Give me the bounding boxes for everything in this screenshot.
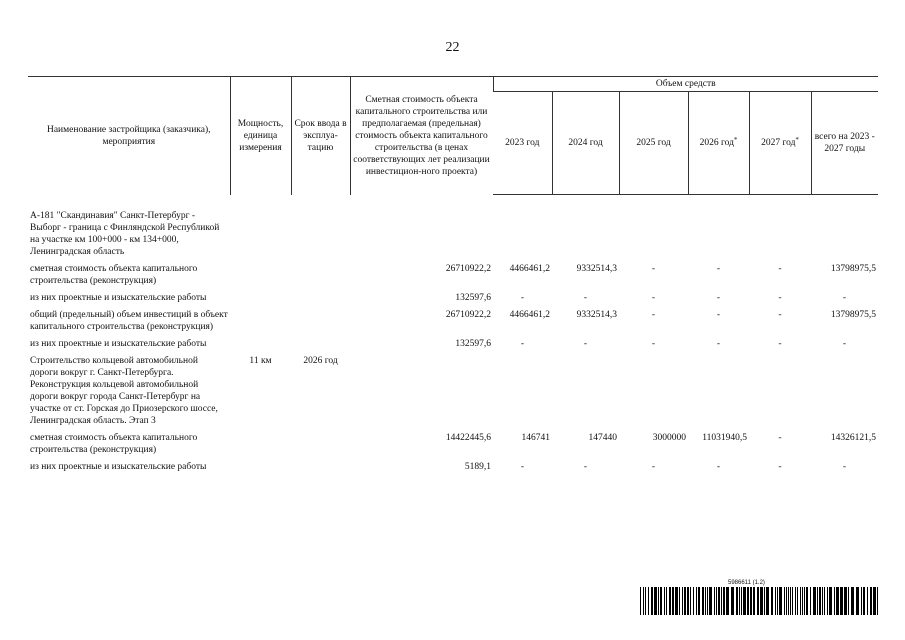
cell-capacity [230, 336, 291, 353]
cell-capacity [230, 290, 291, 307]
cell-name: из них проектные и изыскательские работы [30, 462, 207, 472]
cell-y2025: - [651, 339, 656, 349]
cell-capacity [230, 261, 291, 290]
table-row [28, 353, 878, 430]
cell-estimate: 132597,6 [455, 339, 491, 349]
cell-estimate: 26710922,2 [445, 264, 491, 274]
cell-y2025: - [651, 293, 656, 303]
cell-y2025 [619, 353, 688, 430]
cell-y2027: - [778, 433, 782, 443]
cell-y2024: - [583, 462, 588, 472]
cell-name: А-181 "Скандинавия" Санкт-Петербург - Выборг - граница с Финляндской Республикой на участке км 100+000 - км 134+000, Ленинградская область [30, 211, 220, 257]
header-year-2025: 2025 год [619, 92, 688, 195]
cell-y2024 [552, 208, 619, 261]
cell-y2027: - [778, 293, 782, 303]
cell-total: - [842, 339, 847, 349]
cell-y2026: 11031940,5 [702, 433, 747, 443]
cell-deadline [291, 459, 350, 476]
cell-y2026: - [716, 462, 721, 472]
cell-y2025: 3000000 [652, 433, 686, 443]
header-funding-group: Объем средств [493, 77, 878, 92]
cell-total: - [842, 293, 847, 303]
cell-y2025 [619, 208, 688, 261]
barcode-block [640, 580, 880, 615]
cell-deadline [291, 307, 350, 336]
cell-y2024 [552, 353, 619, 430]
cell-y2026: - [716, 339, 721, 349]
table-body [28, 195, 878, 477]
cell-name: общий (предельный) объем инвестиций в объект капитального строительства (реконструкция) [30, 310, 228, 332]
asterisk-mark: * [795, 136, 799, 144]
cell-y2027 [749, 208, 811, 261]
barcode-graphic [640, 587, 880, 615]
page-number: 22 [445, 40, 460, 55]
cell-name: сметная стоимость объекта капитального строительства (реконструкция) [30, 264, 198, 286]
cell-y2023: 4466461,2 [509, 264, 550, 274]
cell-y2027: - [778, 339, 782, 349]
cell-y2024: - [583, 339, 588, 349]
cell-y2026 [688, 353, 749, 430]
cell-deadline [291, 290, 350, 307]
cell-estimate: 14422445,6 [445, 433, 491, 443]
cell-capacity [230, 430, 291, 459]
cell-y2027 [749, 353, 811, 430]
cell-y2025: - [651, 462, 656, 472]
table-row [28, 208, 878, 261]
header-deadline: Срок ввода в эксплуа-тацию [291, 77, 350, 195]
cell-y2027: - [778, 264, 782, 274]
barcode-caption: 5986611 (1.2) [728, 580, 765, 586]
header-name: Наименование застройщика (заказчика), мероприятия [28, 77, 230, 195]
cell-deadline: 2026 год [303, 356, 338, 366]
cell-y2023: - [520, 462, 525, 472]
cell-capacity [230, 459, 291, 476]
cell-y2023: - [520, 293, 525, 303]
budget-table [28, 76, 878, 476]
table-row [28, 307, 878, 336]
cell-y2027: - [778, 462, 782, 472]
cell-deadline [291, 261, 350, 290]
cell-y2025: - [651, 264, 656, 274]
cell-total [811, 353, 878, 430]
header-year-2027: 2027 год* [749, 92, 811, 195]
cell-y2025: - [651, 310, 656, 320]
cell-name: сметная стоимость объекта капитального строительства (реконструкция) [30, 433, 198, 455]
cell-y2023 [493, 353, 552, 430]
cell-y2026: - [716, 310, 721, 320]
cell-capacity [230, 208, 291, 261]
cell-y2023: 4466461,2 [509, 310, 550, 320]
table-row [28, 430, 878, 459]
cell-y2023: - [520, 339, 525, 349]
table-row [28, 261, 878, 290]
header-year-2024: 2024 год [552, 92, 619, 195]
cell-total [811, 208, 878, 261]
cell-y2024: - [583, 293, 588, 303]
cell-y2026 [688, 208, 749, 261]
cell-estimate: 5189,1 [464, 462, 491, 472]
cell-y2027: - [778, 310, 782, 320]
table-row [28, 290, 878, 307]
header-estimate: Сметная стоимость объекта капитального строительства или предполагаемая (предельная) стоимость объекта капитального строительства (в ценах соответствующих лет реализации инвестицион-ного проекта) [350, 77, 493, 195]
cell-estimate [350, 208, 493, 261]
header-year-2026: 2026 год* [688, 92, 749, 195]
table-row [28, 459, 878, 476]
cell-name: из них проектные и изыскательские работы [30, 293, 207, 303]
cell-deadline [291, 208, 350, 261]
cell-name: из них проектные и изыскательские работы [30, 339, 207, 349]
cell-y2023: 146741 [521, 433, 550, 443]
cell-capacity [230, 307, 291, 336]
cell-total: - [842, 462, 847, 472]
header-total: всего на 2023 - 2027 годы [811, 92, 878, 195]
cell-total: 13798975,5 [830, 310, 876, 320]
asterisk-mark: * [733, 136, 738, 144]
cell-estimate: 26710922,2 [445, 310, 491, 320]
cell-capacity: 11 км [249, 356, 272, 366]
table-row [28, 336, 878, 353]
cell-total: 13798975,5 [830, 264, 876, 274]
cell-y2023 [493, 208, 552, 261]
cell-y2024: 9332514,3 [576, 264, 617, 274]
cell-y2024: 147440 [588, 433, 617, 443]
cell-y2024: 9332514,3 [576, 310, 617, 320]
header-year-2023: 2023 год [493, 92, 552, 195]
cell-y2026: - [716, 293, 721, 303]
cell-y2026: - [716, 264, 721, 274]
cell-total: 14326121,5 [830, 433, 876, 443]
cell-estimate [350, 353, 493, 430]
cell-estimate: 132597,6 [455, 293, 491, 303]
header-capacity: Мощность, единица измерения [230, 77, 291, 195]
cell-name: Строительство кольцевой автомобильной дороги вокруг г. Санкт-Петербурга. Реконструкция кольцевой автомобильной дороги вокруг города Санкт-Петербург на участке от ст. Горская до Приозерского шоссе, Ленинградская область. Этап 3 [30, 356, 218, 426]
cell-deadline [291, 336, 350, 353]
cell-deadline [291, 430, 350, 459]
